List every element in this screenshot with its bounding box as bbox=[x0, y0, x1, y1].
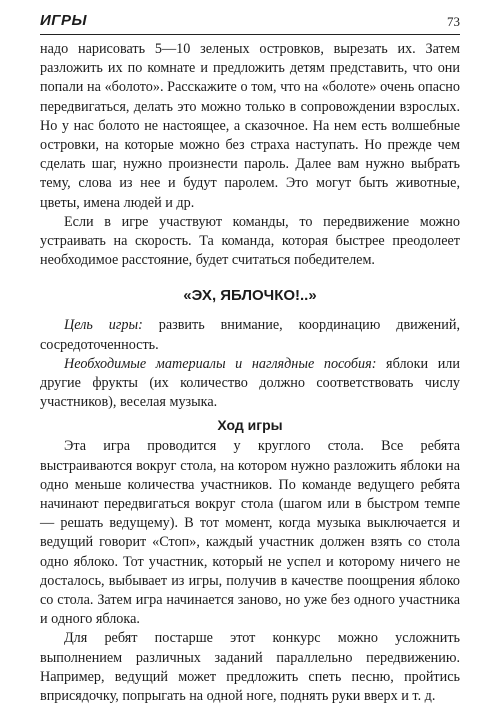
materials-text: яблоки или другие фрукты (их количество должно соответствовать числу участников), веселая музыка. bbox=[40, 355, 460, 411]
paragraph-materials bbox=[40, 355, 460, 413]
running-header bbox=[40, 10, 460, 35]
paragraph-variation: Для ребят постарше этот конкурс можно усложнить выполнением различных заданий параллельно передвижению. Например, ведущий может предложить спеть песню, пройтись вприсядочку, попрыгать на одной ноге, поднять руки вверх и т. д. bbox=[40, 630, 460, 705]
goal-text: развить внимание, координацию движений, сосредоточенность. bbox=[40, 317, 461, 353]
materials-label: Необходимые материалы и наглядные пособия: bbox=[64, 355, 377, 372]
page-number: 73 bbox=[447, 14, 460, 29]
paragraph-teams: Если в игре участвуют команды, то передвижение можно устраивать на скорость. Та команда, которая быстрее преодолеет необходимое расстояние, будет считаться победителем. bbox=[40, 213, 460, 269]
page-body bbox=[40, 40, 460, 706]
game-procedure-title: Ход игры bbox=[217, 417, 283, 434]
goal-label: Цель игры: bbox=[64, 317, 143, 334]
paragraph-goal bbox=[40, 316, 460, 354]
paragraph-continuation: надо нарисовать 5—10 зеленых островков, вырезать их. Затем разложить их по комнате и предложить детям представить, что они попали на «болото». Расскажите о том, что на «болоте» очень опасно передвигаться, делать это можно только в сопровождении взрослых. Но у нас болото не настоящее, а сказочное. На нем есть волшебные островки, на которые можно без страха наступать. Но прежде чем сделать шаг, нужно произнести пароль. Далее вам нужно выбрать тему, слова из нее и будут паролем. Это могут быть животные, цветы, имена людей и др. bbox=[40, 41, 460, 211]
game-title: «ЭХ, ЯБЛОЧКО!..» bbox=[183, 287, 317, 305]
chapter-title: ИГРЫ bbox=[40, 12, 87, 29]
paragraph-procedure: Эта игра проводится у круглого стола. Все ребята выстраиваются вокруг стола, на котором нужно разложить яблоки на одно меньше количества участников. По команде ведущего ребята начинают передвигаться вокруг стола (шагом или в быстром темпе — решать ведущему). В тот момент, когда музыка выключается и ведущий говорит «Стоп», каждый участник должен взять со стола одно яблоко. Тот участник, который не успел и которому ничего не досталось, выбывает из игры, получив в качестве поощрения яблоко со стола. Затем игра начинается заново, но уже без одного участника и одного яблока. bbox=[40, 438, 460, 628]
